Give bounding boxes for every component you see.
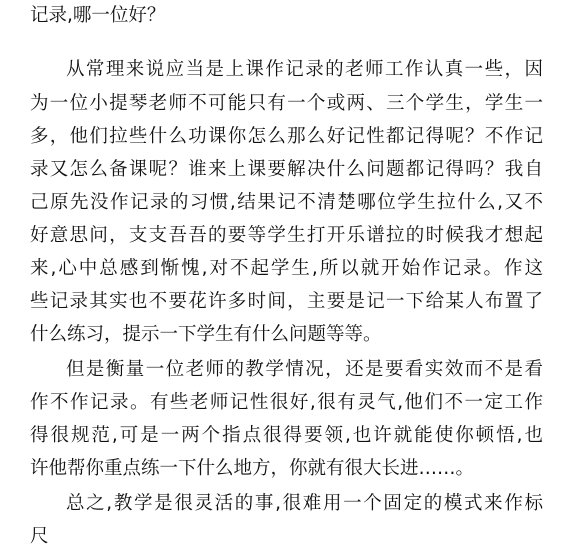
text-line: 尺 [30, 526, 49, 547]
text-line: 些记录其实也不要花许多时间，主要是记一下给某人布置了 [30, 291, 543, 312]
text-line: 什么练习，提示一下学生有什么问题等等。 [30, 324, 382, 345]
text-line: 得很规范,可是一两个指点很得要领,也许就能使你顿悟,也 [30, 425, 543, 446]
text-line: 许他帮你重点练一下什么地方，你就有很大长进……。 [30, 458, 475, 479]
text-line: 录又怎么备课呢？谁来上课要解决什么问题都记得吗？我自 [30, 159, 543, 180]
text-line: 来,心中总感到惭愧,对不起学生,所以就开始作记录。作这 [30, 258, 543, 279]
text-line: 作不作记录。有些老师记性很好,很有灵气,他们不一定工作 [30, 392, 543, 413]
paragraph-start-line: 从常理来说应当是上课作记录的老师工作认真一些，因 [66, 59, 543, 80]
text-line: 记录,哪一位好？ [30, 5, 166, 26]
text-line: 为一位小提琴老师不可能只有一个或两、三个学生，学生一 [30, 93, 543, 114]
text-line: 多，他们拉些什么功课你怎么那么好记性都记得呢？不作记 [30, 126, 543, 147]
paragraph-start-line: 但是衡量一位老师的教学情况，还是要看实效而不是看 [66, 359, 543, 380]
text-line: 己原先没作记录的习惯,结果记不清楚哪位学生拉什么,又不 [30, 192, 543, 213]
paragraph-start-line: 总之,教学是很灵活的事,很难用一个固定的模式来作标 [66, 493, 543, 514]
text-line: 好意思问，支支吾吾的要等学生打开乐谱拉的时候我才想起 [30, 225, 543, 246]
